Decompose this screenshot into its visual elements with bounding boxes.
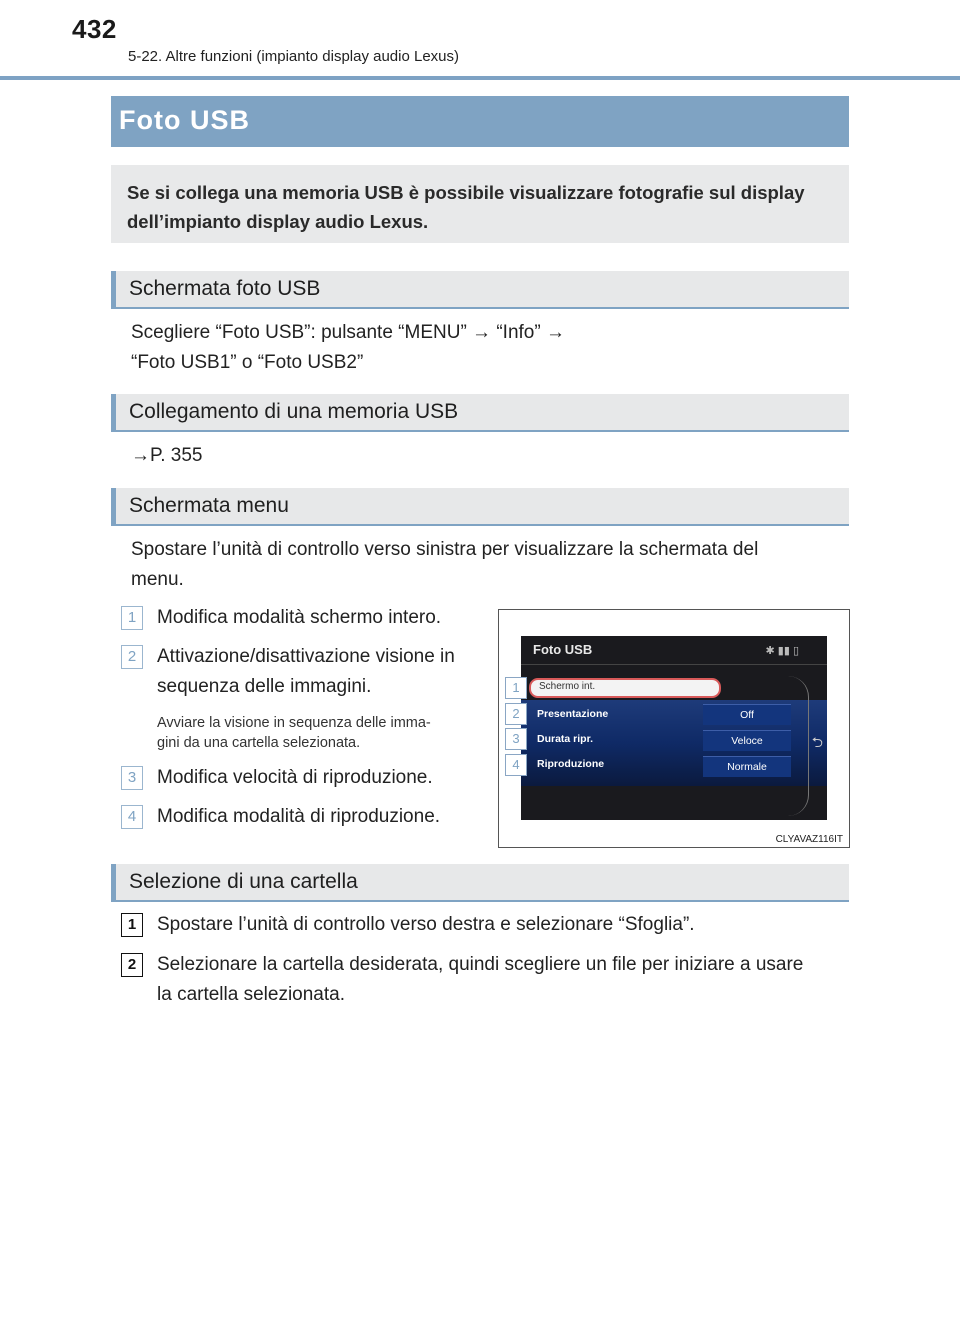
value-durata xyxy=(703,730,791,751)
menu-row-durata xyxy=(521,729,711,751)
screen-illustration xyxy=(498,609,850,848)
menu-intro-line-1: Spostare l’unità di controllo verso sinistra per visualizzare la schermata del xyxy=(131,539,759,560)
figure-marker-2: 2 xyxy=(505,703,527,725)
display-screen xyxy=(521,636,827,820)
instruction-line-1: Scegliere “Foto USB”: pulsante “MENU” → “Info” → xyxy=(131,322,565,343)
value-presentazione xyxy=(703,704,791,725)
figure-marker-3: 3 xyxy=(505,728,527,750)
section-header-cartella xyxy=(111,864,849,902)
battery-icon: ▯ xyxy=(792,645,799,657)
menu-row-label: Presentazione xyxy=(537,708,609,720)
menu-row-riproduzione xyxy=(521,754,711,776)
page-number: 432 xyxy=(72,14,117,44)
page-reference: →P. 355 xyxy=(131,445,203,466)
menu-row-label: Riproduzione xyxy=(537,758,605,770)
section-heading: Collegamento di una memoria USB xyxy=(129,400,459,423)
step-text: Spostare l’unità di controllo verso destra e selezionare “Sfoglia”. xyxy=(157,914,695,935)
step-marker-2: 2 xyxy=(121,953,143,977)
list-item-text: Modifica modalità schermo intero. xyxy=(157,607,442,628)
list-item-note: Avviare la visione in sequenza delle imma- xyxy=(157,715,431,731)
menu-row-label: Durata ripr. xyxy=(537,733,594,745)
menu-intro-line-2: menu. xyxy=(131,569,184,590)
list-item-text: Attivazione/disattivazione visione in xyxy=(157,646,455,667)
step-marker-1: 1 xyxy=(121,913,143,937)
list-item-text: sequenza delle immagini. xyxy=(157,676,372,697)
list-marker-2: 2 xyxy=(121,645,143,669)
section-header-menu xyxy=(111,488,849,526)
list-item-text: Modifica modalità di riproduzione. xyxy=(157,806,441,827)
screen-divider xyxy=(521,664,827,665)
page-title-band xyxy=(111,96,849,147)
screen-arc xyxy=(788,676,809,816)
value-label: Off xyxy=(740,709,754,721)
section-heading: Schermata menu xyxy=(129,494,289,517)
menu-row-label: Schermo int. xyxy=(539,681,596,692)
figure-marker-1: 1 xyxy=(505,677,527,699)
instruction-line-2: “Foto USB1” o “Foto USB2” xyxy=(131,352,364,373)
value-label: Normale xyxy=(727,761,767,773)
list-item-note: gini da una cartella selezionata. xyxy=(157,735,361,751)
chapter-title: 5-22. Altre funzioni (impianto display audio Lexus) xyxy=(128,48,460,65)
intro-text: Se si collega una memoria USB è possibile visualizzare fotografie sul display dell’impianto display audio Lexus. xyxy=(127,182,805,232)
screen-title: Foto USB xyxy=(533,642,593,657)
figure-marker-4: 4 xyxy=(505,754,527,776)
section-header-collegamento xyxy=(111,394,849,432)
step-text: Selezionare la cartella desiderata, quindi scegliere un file per iniziare a usare xyxy=(157,954,804,975)
section-header-schermata-foto xyxy=(111,271,849,309)
value-label: Veloce xyxy=(731,735,763,747)
figure-code: CLYAVAZ116IT xyxy=(775,834,843,845)
status-icons xyxy=(765,644,799,657)
menu-row-presentazione xyxy=(521,704,711,726)
list-item-text: Modifica velocità di riproduzione. xyxy=(157,767,433,788)
menu-row-schermo xyxy=(529,678,721,698)
bluetooth-icon: ✱ xyxy=(765,645,775,657)
section-heading: Selezione di una cartella xyxy=(129,870,358,893)
page-title: Foto USB xyxy=(119,105,250,135)
intro-box xyxy=(111,165,849,243)
list-marker-4: 4 xyxy=(121,805,143,829)
back-arrow-icon: ⮌ xyxy=(811,734,823,750)
list-marker-1: 1 xyxy=(121,606,143,630)
list-marker-3: 3 xyxy=(121,766,143,790)
signal-icon: ▮▮ xyxy=(777,645,790,657)
section-heading: Schermata foto USB xyxy=(129,277,321,300)
step-text: la cartella selezionata. xyxy=(157,984,345,1005)
header-divider xyxy=(0,76,960,80)
value-riproduzione xyxy=(703,756,791,777)
